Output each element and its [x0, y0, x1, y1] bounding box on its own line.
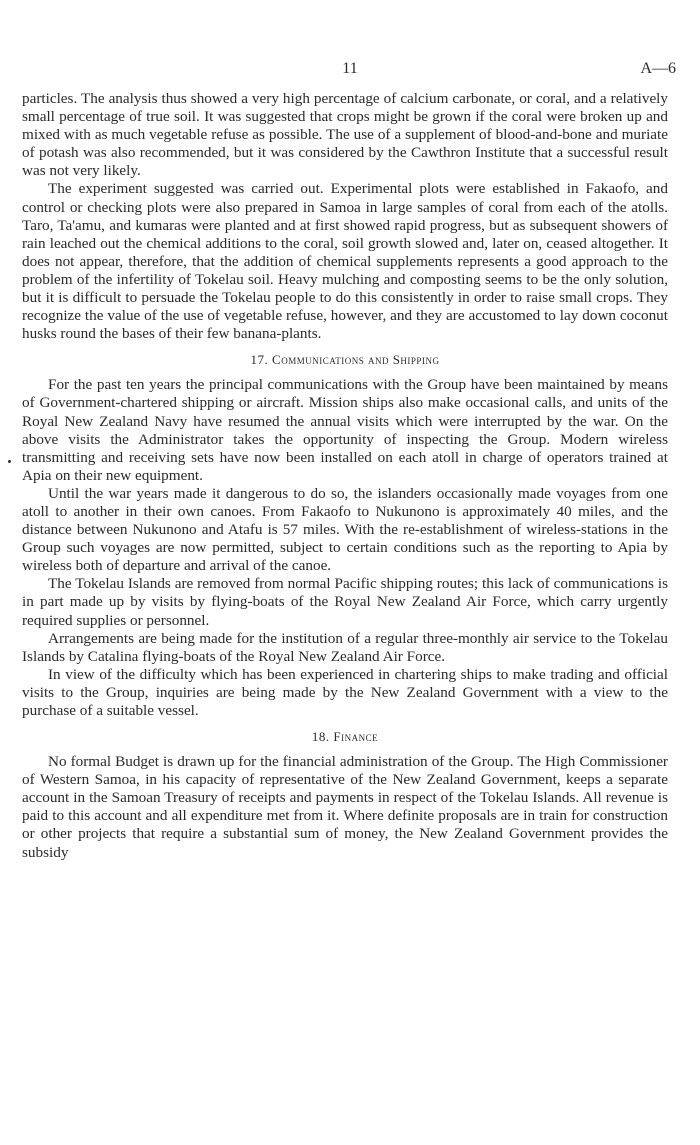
paragraph-opening: particles. The analysis thus showed a very high percentage of calcium carbonate, or coral, and a relatively small percentage of true soil. It was suggested that crops might be grown if the coral were broken up and mixed with as much vegetable refuse as possible. The use of a supplement of blood-and-bone and muriate of potash was also recommended, but it was considered by the Cawthron Institute that a successful result was not very likely. [22, 90, 668, 180]
paragraph-communications-4: Arrangements are being made for the institution of a regular three-monthly air service to the Tokelau Islands by Catalina flying-boats of the Royal New Zealand Air Force. [22, 629, 668, 665]
page-reference: A—6 [640, 60, 676, 77]
paragraph-communications-5: In view of the difficulty which has been experienced in chartering ships to make trading and official visits to the Group, inquiries are being made by the New Zealand Government with a view to the purchase of a suitable vessel. [22, 665, 668, 719]
paragraph-communications-3: The Tokelau Islands are removed from normal Pacific shipping routes; this lack of communications is in part made up by visits by flying-boats of the Royal New Zealand Air Force, which carry urgently required supplies or personnel. [22, 575, 668, 629]
section-heading-communications: 17. Communications and Shipping [250, 352, 440, 368]
paragraph-finance: No formal Budget is drawn up for the financial administration of the Group. The High Commissioner of Western Samoa, in his capacity of representative of the New Zealand Government, keeps a separate account in the Samoan Treasury of receipts and payments in respect of the Tokelau Islands. All revenue is paid to this account and all expenditure met from it. Where definite proposals are in train for construction or other projects that require a substantial sum of money, the New Zealand Government provides the subsidy [22, 753, 668, 861]
page-number: 11 [342, 60, 358, 77]
body-text [22, 90, 668, 862]
paragraph-communications-1: For the past ten years the principal communications with the Group have been maintained by means of Government-chartered shipping or aircraft. Mission ships also make occasional calls, and units of the Royal New Zealand Navy have resumed the annual visits which were interrupted by the war. On the above visits the Administrator takes the opportunity of inspecting the Group. Modern wireless transmitting and receiving sets have now been installed on each atoll in charge of operators trained at Apia on their new equipment. [22, 376, 668, 484]
section-heading-finance: 18. Finance [311, 729, 379, 745]
paragraph-experiment: The experiment suggested was carried out. Experimental plots were established in Fakaofo, and control or checking plots were also prepared in Samoa in large samples of coral from each of the atolls. Taro, Ta'amu, and kumaras were planted and at first showed rapid progress, but as subsequent showers of rain leached out the chemical additions to the coral, soil growth slowed and, later on, ceased altogether. It does not appear, therefore, that the addition of chemical supplements represents a good approach to the problem of the infertility of Tokelau soil. Heavy mulching and composting seems to be the only solution, but it is difficult to persuade the Tokelau people to do this consistently in order to raise small crops. They recognize the value of the use of vegetable refuse, however, and they are accustomed to lay down coconut husks round the bases of their few banana-plants. [22, 180, 668, 343]
paragraph-communications-2: Until the war years made it dangerous to do so, the islanders occasionally made voyages from one atoll to another in their own canoes. From Fakaofo to Nukunono is approximately 40 miles, and the distance between Nukunono and Atafu is 57 miles. With the re-establishment of wireless-stations in the Group such voyages are now permitted, subject to certain conditions such as the reporting to Apia by wireless both of departure and arrival of the canoe. [22, 484, 668, 575]
margin-mark [8, 460, 11, 463]
